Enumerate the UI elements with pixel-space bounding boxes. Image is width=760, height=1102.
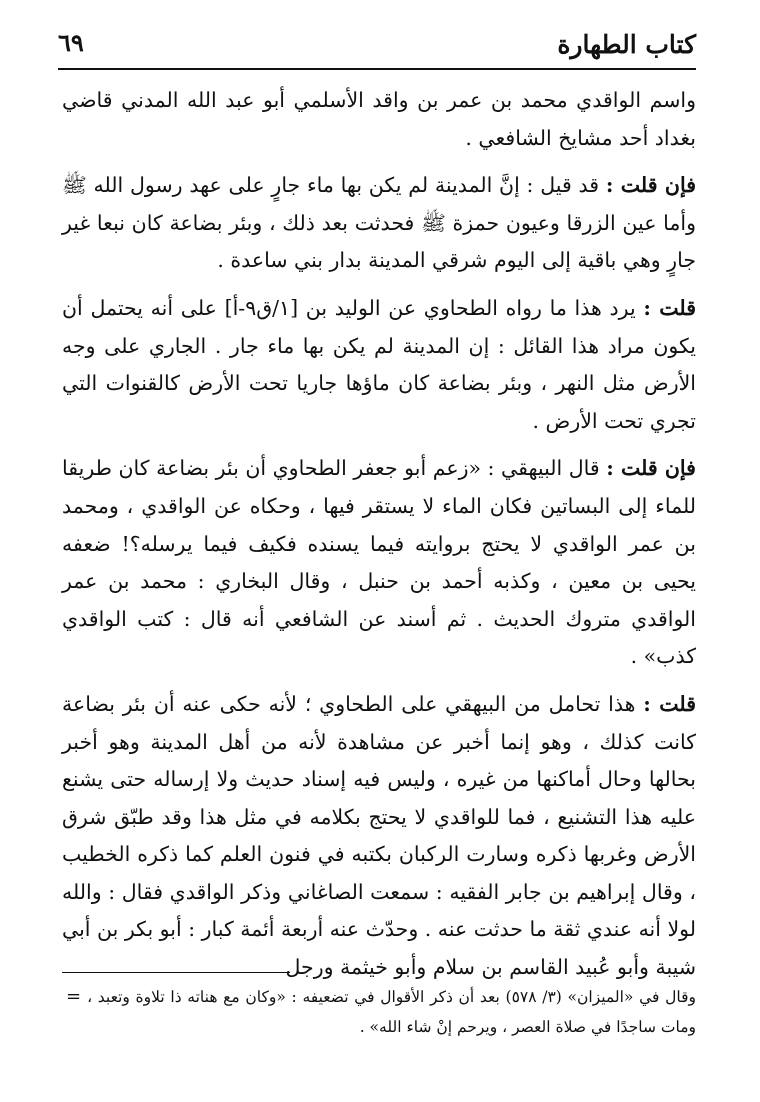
main-text xyxy=(62,82,696,997)
running-header xyxy=(58,28,696,64)
paragraph-text: قال البيهقي : «زعم أبو جعفر الطحاوي أن بئر بضاعة كان طريقا للماء إلى البساتين فكان الماء لا يستقر فيها ، وحكاه عن الواقدي ، ومحمد بن عمر الواقدي لا يحتج بروايته فيما يسنده فكيف فيما يرسله؟! ضعفه يحيى بن معين ، وكذبه أحمد بن حنبل ، وقال البخاري : محمد بن عمر الواقدي متروك الحديث . ثم أسند عن الشافعي أنه قال : كتب الواقدي كذب» . xyxy=(62,456,696,669)
footnote xyxy=(66,982,696,1042)
footnote-continuation-mark: = xyxy=(66,986,82,1007)
paragraph-5 xyxy=(62,686,696,987)
chapter-title: كتاب الطهارة xyxy=(557,30,696,59)
paragraph-text: هذا تحامل من البيهقي على الطحاوي ؛ لأنه حكى عنه أن بئر بضاعة كانت كذلك ، وهو إنما أخبر عن مشاهدة لأنه من أهل المدينة وهو أخبر بحالها وحال أماكنها من غيره ، وليس فيه إسناد حديث ولا إرساله حتى يشنع عليه هذا التشنيع ، فما للواقدي لا يحتج بكلامه في مثل هذا وقد طبّق شرق الأرض وغربها ذكره وسارت الركبان بكتبه في فنون العلم كما ذكره الخطيب ، وقال إبراهيم بن جابر الفقيه : سمعت الصاغاني وذكر الواقدي فقال : والله لولا أنه عندي ثقة ما حدثت عنه . وحدّث عنه أربعة أئمة كبار : أبو بكر بن أبي شيبة وأبو عُبيد القاسم بن سلام وأبو خيثمة ورجل xyxy=(62,691,696,980)
paragraph-text: يرد هذا ما رواه الطحاوي عن الوليد بن [١/ق٩-أ] على أنه يحتمل أن يكون مراد هذا القائل : إن المدينة لم يكن بها ماء جار . الجاري على وجه الأرض مثل النهر ، وبئر بضاعة كان ماؤها جاريا تحت الأرض كالقنوات التي تجري تحت الأرض . xyxy=(62,295,696,433)
footnote-text: وقال في «الميزان» (٣/ ٥٧٨) بعد أن ذكر الأقوال في تضعيفه : «وكان مع هناته ذا تلاوة وتعبد ، ومات ساجدًا في صلاة العصر ، ويرحم إنْ شاء الله» . xyxy=(87,988,696,1036)
paragraph-4 xyxy=(62,450,696,676)
footnote-divider xyxy=(62,972,290,973)
header-divider xyxy=(58,68,696,70)
paragraph-2 xyxy=(62,167,696,280)
page-number: ٦٩ xyxy=(58,28,84,57)
paragraph-1 xyxy=(62,82,696,157)
paragraph-label: قلت : xyxy=(643,691,697,716)
paragraph-3 xyxy=(62,290,696,440)
paragraph-text: قد قيل : إنَّ المدينة لم يكن بها ماء جارٍ على عهد رسول الله ﷺ وأما عين الزرقا وعيون حمزة ﷺ فحدثت بعد ذلك ، وبئر بضاعة كان نبعا غير جارٍ وهي باقية إلى اليوم شرقي المدينة بدار بني ساعدة . xyxy=(62,173,696,273)
paragraph-label: فإن قلت : xyxy=(605,173,696,198)
paragraph-label: قلت : xyxy=(643,295,697,320)
paragraph-label: فإن قلت : xyxy=(606,456,696,481)
paragraph-text: واسم الواقدي محمد بن عمر بن واقد الأسلمي أبو عبد الله المدني قاضي بغداد أحد مشايخ الشافعي . xyxy=(62,88,696,150)
